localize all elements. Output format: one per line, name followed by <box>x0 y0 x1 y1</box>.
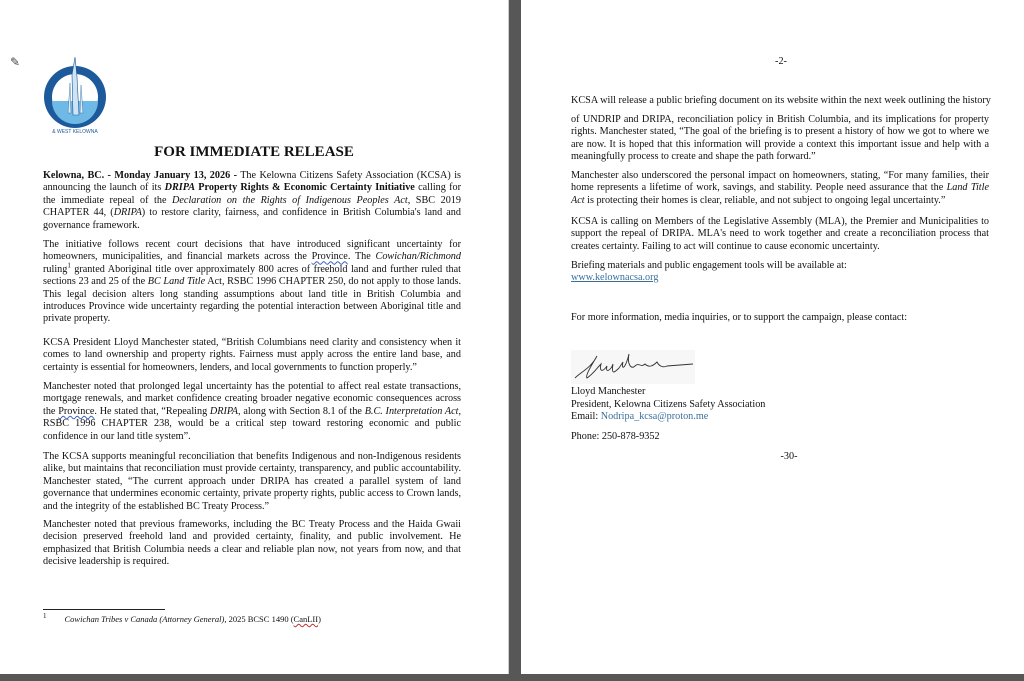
paragraph-intro: Kelowna, BC. - Monday January 13, 2026 - The Kelowna Citizens Safety Association (KCSA) is announcing the launch of its DRIPA Property Rights & Economic Certainty Initiative calling for the immediate repeal of the Declaration on the Rights of Indigenous Peoples Act, SBC 2019 CHAPTER 44, (DRIPA) to restore clarity, fairness, and confidence in British Columbia's land and governance framework. <box>43 170 462 231</box>
contact-intro: For more information, media inquiries, or to support the campaign, please contact: <box>571 312 908 323</box>
contact-phone: Phone: 250-878-9352 <box>571 431 660 442</box>
paragraph-mla-call: KCSA is calling on Members of the Legislative Assembly (MLA), the Premier and Municipalities to support the repeal of DRIPA. MLA's need to work together and create a reconciliation process that creates certainty. Failing to act will continue to cause economic uncertainty. <box>571 216 989 252</box>
edit-pen-icon[interactable]: ✎ <box>10 55 21 69</box>
kcsa-logo <box>40 55 112 135</box>
paragraph-reconciliation: The KCSA supports meaningful reconciliation that benefits Indigenous and non-Indigenous residents alike, but maintains that reconciliation must provide certainty, transparency, and public accountability. Manchester stated, “The current approach under DRIPA has created a parallel system of land governance that undermines economic certainty, private property rights, public access to Crown lands, and the integrity of the established BC Treaty Process.” <box>43 451 461 512</box>
footnote-divider <box>43 609 165 610</box>
contact-position: President, Kelowna Citizens Safety Association <box>571 398 766 410</box>
paragraph-briefing-line1: KCSA will release a public briefing document on its website within the next week outlining the history <box>571 95 991 106</box>
paragraph-uncertainty: Manchester noted that prolonged legal uncertainty has the potential to affect real estate transactions, mortgage renewals, and market confidence creating broader negative economic consequences across the Province. He stated that, “Repealing DRIPA, along with Section 8.1 of the B.C. Interpretation Act, RSBC 1996 CHAPTER 238, would be a critical step toward restoring economic and public confidence in our land title system”. <box>43 381 461 442</box>
signature-image <box>571 350 695 384</box>
end-mark: -30- <box>780 451 798 462</box>
footnote: $^1$ Cowichan Tribes v Canada (Attorney General), 2025 BCSC 1490 (CanLII) <box>43 612 321 624</box>
page-2 <box>521 0 1024 674</box>
paragraph-president-quote: KCSA President Lloyd Manchester stated, “British Columbians need clarity and consistency when it comes to land ownership and property rights. Fairness must apply across the entire land base, and certainty is essential for homeowners, lenders, and local governments to function properly.” <box>43 337 461 373</box>
page-number: -2- <box>775 56 787 67</box>
release-title: FOR IMMEDIATE RELEASE <box>154 144 354 160</box>
paragraph-homeowners: Manchester also underscored the personal impact on homeowners, stating, “For many families, their home represents a lifetime of work, savings, and stability. People need assurance that the Land Title Act is protecting their homes is clear, reliable, and not subject to ongoing legal uncertainty.” <box>571 170 989 206</box>
paragraph-briefing: of UNDRIP and DRIPA, reconciliation policy in British Columbia, and its implications for property rights. Manchester stated, “The goal of the briefing is to present a history of how we got to where we are now. It is hoped that this information will provide a context this important issue and help with a meaningfully process to create and shape the path forward.” <box>571 114 989 163</box>
page-1 <box>0 0 509 674</box>
paragraph-materials: Briefing materials and public engagement tools will be available at: www.kelownacsa.org <box>571 260 847 284</box>
email-link[interactable]: Nodripa_kcsa@proton.me <box>600 411 709 423</box>
contact-block: Lloyd Manchester President, Kelowna Citizens Safety Association Email: Nodripa_kcsa@proton.me <box>571 386 766 423</box>
paragraph-court-decisions: The initiative follows recent court decisions that have introduced significant uncertainty for homeowners, municipalities, and financial markets across the Province. The Cowichan/Richmond ruling$^1$ granted Aboriginal title over approximately 800 acres of freehold land and further ruled that sections 23 and 25 of the BC Land Title Act, RSBC 1996 CHAPTER 250, do not apply to those lands. This legal decision alters long standing assumptions about land title in British Columbia and introduces Province wide uncertainty regarding the potential interaction between Aboriginal title and private property. <box>43 239 461 325</box>
paragraph-frameworks: Manchester noted that previous frameworks, including the BC Treaty Process and the Haida Gwaii decision preserved freehold land and provided certainty, finality, and public involvement. He emphasized that British Columbia needs a clear and reliable plan now, not years from now, and that decisive leadership is required. <box>43 519 461 568</box>
website-link[interactable]: www.kelownacsa.org <box>571 272 659 284</box>
contact-name: Lloyd Manchester <box>571 386 646 397</box>
svg-text:& WEST KELOWNA: & WEST KELOWNA <box>52 129 98 135</box>
